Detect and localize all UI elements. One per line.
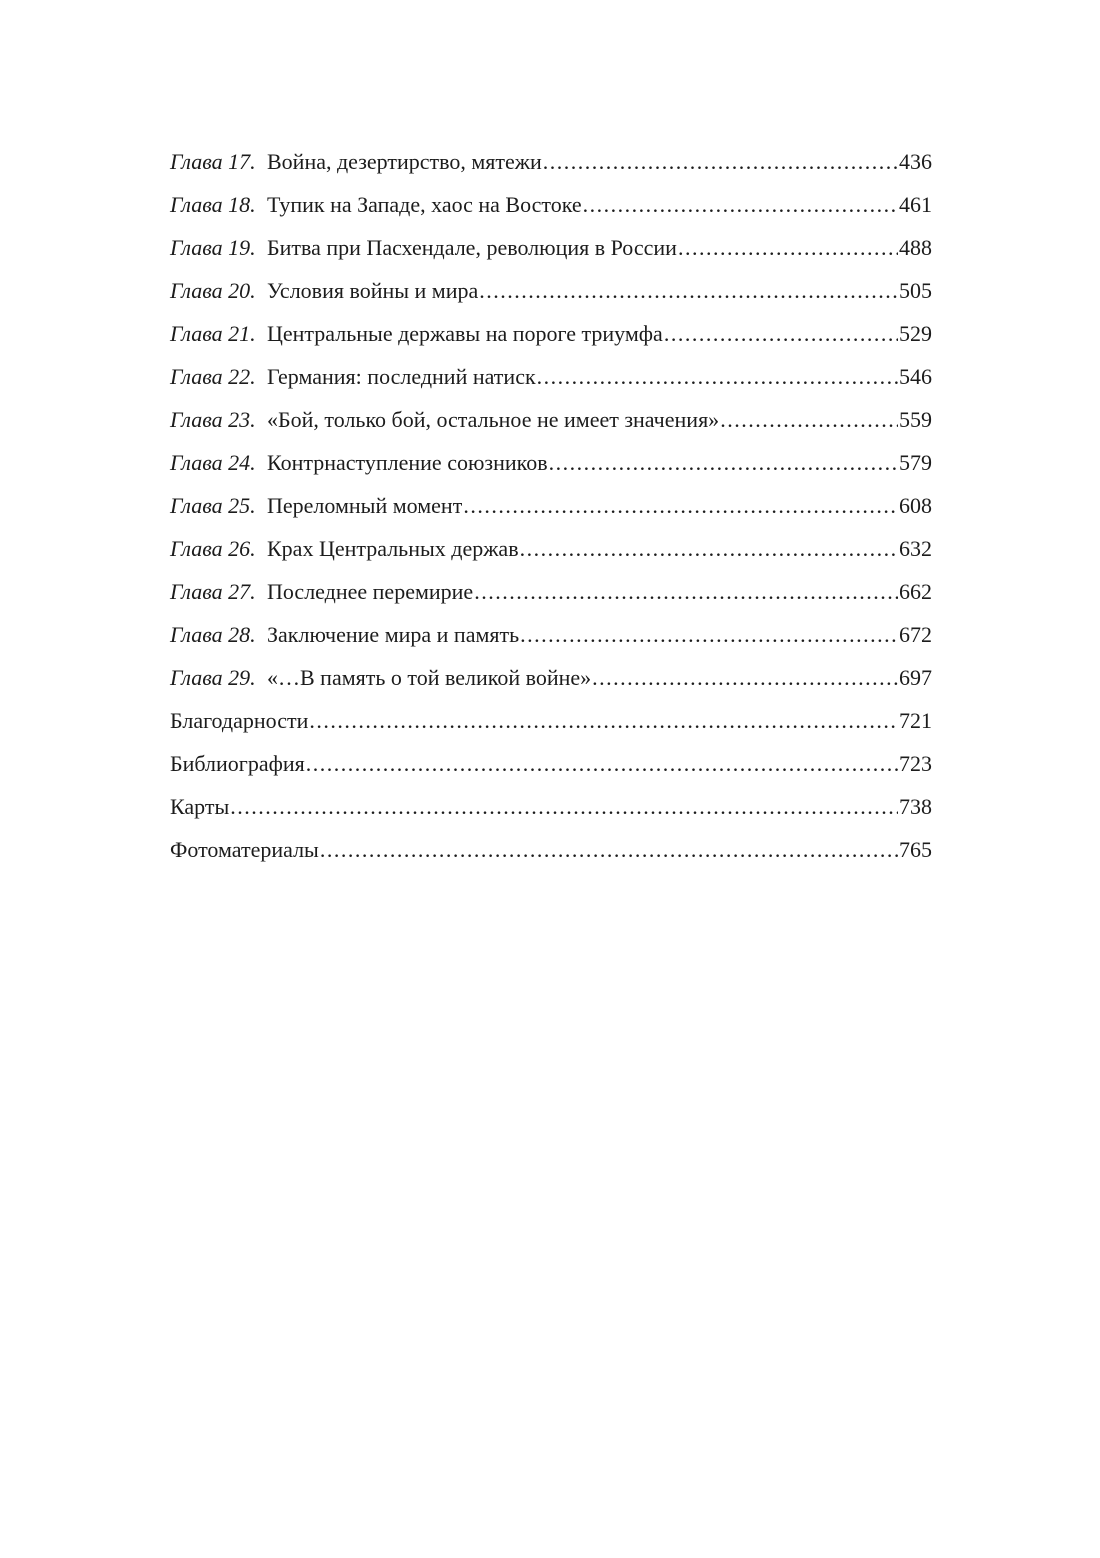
dot-leader: [520, 613, 898, 656]
dot-leader: [583, 183, 898, 226]
toc-entry: [170, 269, 932, 312]
entry-page-number: 529: [899, 321, 932, 346]
toc-entry: [170, 398, 932, 441]
entry-page-number: 505: [899, 278, 932, 303]
entry-chapter-label: Глава 25.: [170, 493, 256, 518]
dot-leader: [463, 484, 898, 527]
entry-page-number: 461: [899, 192, 932, 217]
entry-title: Благодарности: [170, 708, 309, 733]
entry-title: Переломный момент: [267, 493, 463, 518]
entry-title: Контрнаступление союзников: [267, 450, 548, 475]
toc-entry: [170, 699, 932, 742]
dot-leader: [474, 570, 898, 613]
entry-title: Битва при Пасхендале, революция в России: [267, 235, 677, 260]
entry-chapter-label: Глава 26.: [170, 536, 256, 561]
entry-title: Заключение мира и память: [267, 622, 520, 647]
dot-leader: [230, 785, 898, 828]
entry-title: Тупик на Западе, хаос на Востоке: [267, 192, 582, 217]
dot-leader: [678, 226, 898, 269]
entry-page-number: 723: [899, 751, 932, 776]
dot-leader: [309, 699, 898, 742]
toc-entry: [170, 828, 932, 871]
entry-title: Фотоматериалы: [170, 837, 319, 862]
dot-leader: [320, 828, 898, 871]
toc-entry: [170, 613, 932, 656]
entry-page-number: 672: [899, 622, 932, 647]
dot-leader: [592, 656, 898, 699]
toc-entry: [170, 226, 932, 269]
entry-title: Библиография: [170, 751, 305, 776]
entry-page-number: 436: [899, 149, 932, 174]
toc-entry: [170, 785, 932, 828]
dot-leader: [720, 398, 898, 441]
entry-title: Центральные державы на пороге триумфа: [267, 321, 663, 346]
toc-entry: [170, 183, 932, 226]
toc-entry: [170, 527, 932, 570]
entry-title: Условия войны и мира: [267, 278, 479, 303]
dot-leader: [549, 441, 898, 484]
entry-chapter-label: Глава 29.: [170, 665, 256, 690]
entry-page-number: 662: [899, 579, 932, 604]
entry-chapter-label: Глава 22.: [170, 364, 256, 389]
entry-chapter-label: Глава 28.: [170, 622, 256, 647]
entry-title: «…В память о той великой войне»: [267, 665, 592, 690]
entry-chapter-label: Глава 20.: [170, 278, 256, 303]
entry-chapter-label: Глава 19.: [170, 235, 256, 260]
entry-page-number: 559: [899, 407, 932, 432]
entry-title: Карты: [170, 794, 230, 819]
toc-list: [170, 140, 932, 871]
entry-page-number: 765: [899, 837, 932, 862]
toc-entry: [170, 570, 932, 613]
toc-entry: [170, 140, 932, 183]
entry-page-number: 488: [899, 235, 932, 260]
toc-entry: [170, 355, 932, 398]
dot-leader: [664, 312, 898, 355]
dot-leader: [306, 742, 898, 785]
entry-title: «Бой, только бой, остальное не имеет значения»: [267, 407, 720, 432]
entry-chapter-label: Глава 18.: [170, 192, 256, 217]
entry-page-number: 721: [899, 708, 932, 733]
dot-leader: [537, 355, 898, 398]
entry-page-number: 608: [899, 493, 932, 518]
dot-leader: [520, 527, 898, 570]
entry-page-number: 738: [899, 794, 932, 819]
entry-title: Крах Центральных держав: [267, 536, 519, 561]
entry-chapter-label: Глава 24.: [170, 450, 256, 475]
entry-chapter-label: Глава 17.: [170, 149, 256, 174]
entry-page-number: 579: [899, 450, 932, 475]
toc-entry: [170, 484, 932, 527]
toc-entry: [170, 441, 932, 484]
entry-page-number: 632: [899, 536, 932, 561]
entry-chapter-label: Глава 27.: [170, 579, 256, 604]
entry-title: Германия: последний натиск: [267, 364, 536, 389]
dot-leader: [543, 140, 898, 183]
entry-page-number: 546: [899, 364, 932, 389]
toc-entry: [170, 312, 932, 355]
toc-entry: [170, 656, 932, 699]
entry-title: Война, дезертирство, мятежи: [267, 149, 542, 174]
entry-chapter-label: Глава 21.: [170, 321, 256, 346]
dot-leader: [479, 269, 898, 312]
entry-title: Последнее перемирие: [267, 579, 474, 604]
entry-chapter-label: Глава 23.: [170, 407, 256, 432]
entry-page-number: 697: [899, 665, 932, 690]
toc-entry: [170, 742, 932, 785]
